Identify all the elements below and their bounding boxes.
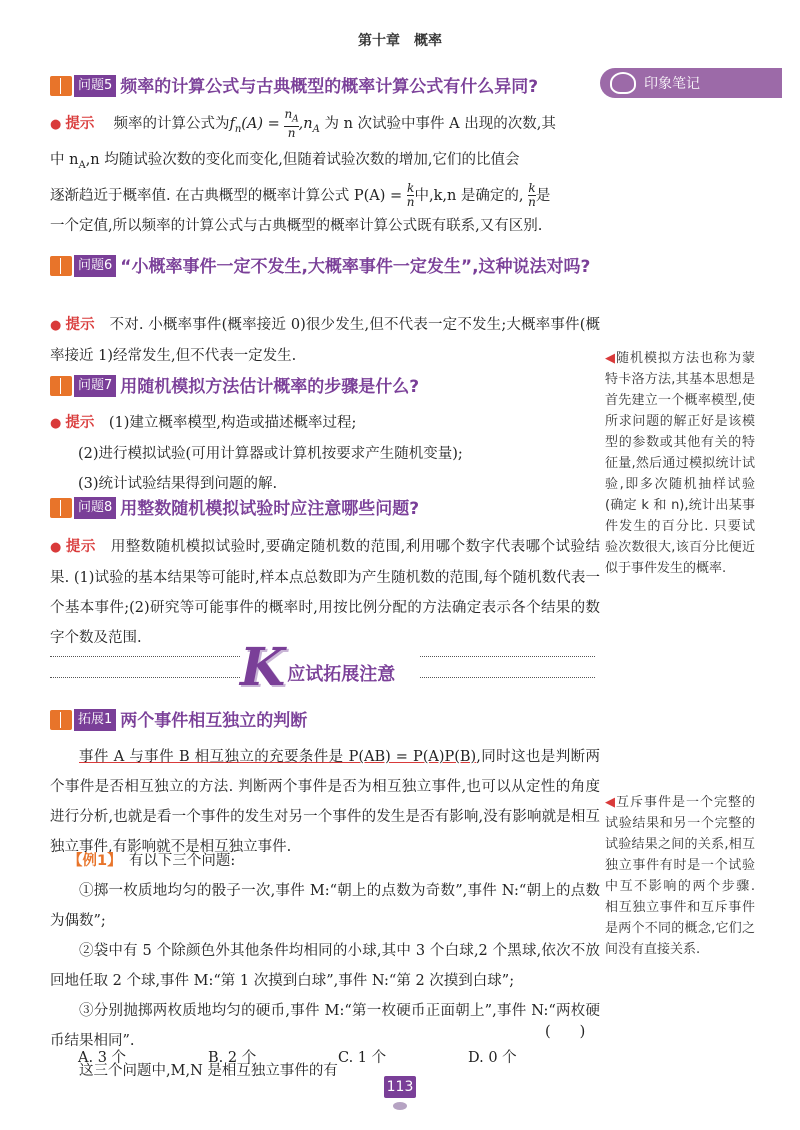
book-icon: [50, 76, 72, 96]
question-7-answer: [50, 408, 600, 499]
notebook-label: 印象笔记: [644, 76, 700, 92]
text: (2)进行模拟试验(可用计算器或计算机按要求产生随机变量);: [78, 446, 463, 462]
math: A: [78, 159, 86, 171]
answer-bracket: ( ): [545, 1024, 586, 1040]
math: n: [528, 195, 536, 210]
text: 逐渐趋近于概率值. 在古典概型的概率计算公式 P(A) =: [50, 187, 403, 204]
text: 中 n: [50, 152, 79, 169]
banner-title: 应试拓展注意: [287, 664, 396, 685]
example-tag: 【例1】: [68, 853, 115, 869]
side-note-monte-carlo: [605, 348, 755, 579]
math: n: [287, 126, 296, 141]
bird-icon: [393, 1102, 407, 1110]
question-badge: 问题5: [74, 75, 116, 97]
triangle-icon: ◀: [605, 795, 616, 810]
option-a: A. 3 个: [78, 1050, 127, 1066]
math: ,n: [298, 116, 313, 133]
question-title: “小概率事件一定不发生,大概率事件一定发生”,这种说法对吗?: [120, 257, 591, 277]
option-c: C. 1 个: [338, 1050, 387, 1066]
math: k: [528, 181, 536, 196]
question-badge: 问题8: [74, 497, 116, 519]
book-icon: [50, 498, 72, 518]
side-note-exclusive-events: [605, 792, 755, 960]
book-icon: [50, 256, 72, 276]
text: (3)统计试验结果得到问题的解.: [78, 476, 278, 492]
math: n: [284, 107, 293, 121]
math: A: [292, 114, 299, 125]
text: 是: [535, 187, 551, 204]
text: 有以下三个问题:: [128, 853, 236, 869]
math: A: [312, 124, 320, 136]
section-banner: [240, 637, 420, 698]
option-b: B. 2 个: [208, 1050, 257, 1066]
hint-label: 提示: [65, 539, 96, 555]
fraction: [284, 108, 298, 140]
text: 不对. 小概率事件(概率接近 0)很少发生,但不代表一定不发生;大概率事件(概率接近 1)经常发生,但不代表一定发生.: [50, 317, 601, 364]
question-5-heading: [50, 74, 595, 100]
question-5-answer: [50, 108, 600, 241]
text: 为 n 次试验中事件 A 出现的次数,其: [319, 116, 556, 133]
question-6-heading: [50, 254, 595, 280]
answer-options: [78, 1046, 598, 1067]
math: k: [406, 181, 415, 196]
fraction: [528, 182, 536, 209]
text: 中,k,n 是确定的,: [414, 187, 524, 204]
text: ,同时这也是判断两个事件是否相互独立的方法. 判断两个事件是否为相互独立事件,也可以从定性的角度进行分析,也就是看一个事件的发生对另一个事件的发生是否有影响,没有影响就是相互独立事件,有影响就不是相互独立事件.: [50, 749, 600, 855]
text: 互斥事件是一个完整的试验结果和另一个完整的试验结果之间的关系,相互独立事件有时是一个试验中互不影响的两个步骤. 相互独立事件和互斥事件是两个不同的概念,它们之间没有直接关系.: [605, 795, 755, 957]
question-title: 用随机模拟方法估计概率的步骤是什么?: [120, 377, 420, 397]
notebook-tab: [600, 68, 782, 98]
divider-right: [420, 656, 595, 678]
question-8-heading: [50, 496, 595, 522]
question-6-answer: [50, 310, 600, 371]
page-number: 113: [384, 1076, 416, 1098]
math: n: [406, 195, 415, 210]
question-title: 用整数随机模拟试验时应注意哪些问题?: [120, 499, 420, 519]
hint-label: 提示: [65, 317, 95, 333]
text: 随机模拟方法也称为蒙特卡洛方法,其基本思想是首先建立一个概率模型,使所求问题的解正好是该模型的参数或其他有关的特征量,然后通过模拟统计试验,即多次随机抽样试验(确定 k 和 n),统计出某事件发生的百分比. 只要试验次数很大,该百分比便近似于事件发生的概率.: [605, 351, 755, 576]
example-item: ③分别抛掷两枚质地均匀的硬币,事件 M:“第一枚硬币正面朝上”,事件 N:“两枚硬币结果相同”.: [50, 1003, 600, 1049]
chapter-header: 第十章 概率: [358, 33, 442, 49]
text: ,n 均随试验次数的变化而变化,但随着试验次数的增加,它们的比值会: [85, 152, 520, 169]
text: 频率的计算公式为: [113, 116, 230, 133]
key-condition: 事件 A 与事件 B 相互独立的充要条件是 P(AB) = P(A)P(B): [79, 749, 477, 765]
text: (1)建立概率模型,构造或描述概率过程;: [108, 415, 357, 431]
question-title: 频率的计算公式与古典概型的概率计算公式有什么异同?: [120, 77, 539, 97]
extension-badge: 拓展1: [74, 709, 116, 731]
book-icon: [50, 710, 72, 730]
hint-icon: ●: [50, 318, 62, 333]
hint-icon: ●: [50, 117, 62, 133]
text: 一个定值,所以频率的计算公式与古典概型的概率计算公式既有联系,又有区别.: [50, 217, 543, 234]
math: f: [229, 116, 235, 133]
option-d: D. 0 个: [468, 1050, 517, 1066]
example-question: 这三个问题中,M,N 是相互独立事件的有: [79, 1063, 338, 1079]
banner-letter: K: [240, 637, 286, 698]
hint-label: 提示: [65, 415, 95, 431]
math: (A) =: [241, 116, 280, 133]
question-8-answer: [50, 532, 600, 653]
example-item: ②袋中有 5 个除颜色外其他条件均相同的小球,其中 3 个白球,2 个黑球,依次不放回地任取 2 个球,事件 M:“第 1 次摸到白球”,事件 N:“第 2 次摸到白球”;: [50, 943, 600, 989]
extension-1-body: [50, 742, 600, 862]
divider-left: [50, 656, 240, 678]
hint-icon: ●: [50, 540, 62, 555]
notebook-icon: [610, 72, 636, 94]
text: 用整数随机模拟试验时,要确定随机数的范围,利用哪个数字代表哪个试验结果. (1)试验的基本结果等可能时,样本点总数即为产生随机数的范围,每个随机数代表一个基本事件;(2)研究等可能事件的概率时,用按比例分配的方法确定表示各个结果的数字个数及范围.: [50, 539, 601, 646]
extension-title: 两个事件相互独立的判断: [120, 711, 308, 731]
hint-label: 提示: [65, 116, 95, 133]
book-icon: [50, 376, 72, 396]
triangle-icon: ◀: [605, 351, 616, 366]
example-item: ①掷一枚质地均匀的骰子一次,事件 M:“朝上的点数为奇数”,事件 N:“朝上的点数为偶数”;: [50, 883, 600, 929]
math: n: [234, 124, 242, 136]
question-7-heading: [50, 374, 595, 400]
hint-icon: ●: [50, 416, 62, 431]
extension-1-heading: [50, 708, 595, 734]
question-badge: 问题6: [74, 255, 116, 277]
question-badge: 问题7: [74, 375, 116, 397]
